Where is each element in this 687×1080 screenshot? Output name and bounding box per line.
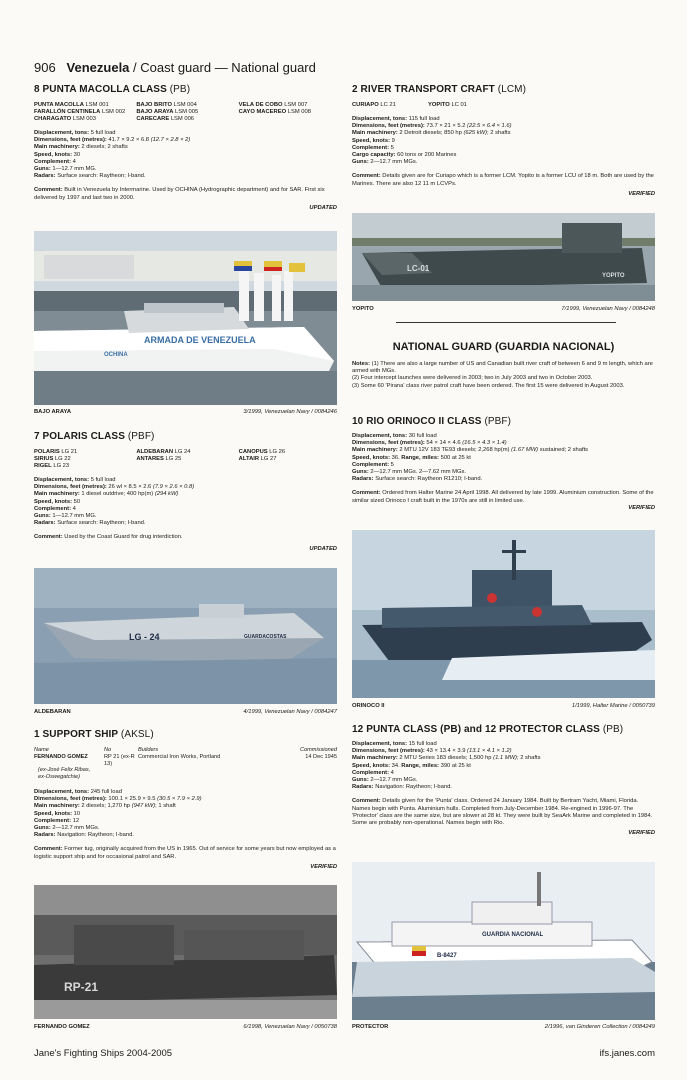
- hull-number: LG - 24: [129, 632, 160, 642]
- entry-title: 2 RIVER TRANSPORT CRAFT (LCM): [352, 84, 527, 95]
- photo-fernando-gomez: [34, 885, 337, 1019]
- ship-name: [239, 463, 337, 470]
- spec-line: Radars: Navigation: Raytheon; I-band.: [352, 784, 452, 791]
- spec-line: Displacement, tons: 115 full load: [352, 116, 440, 122]
- spec-line: Dimensions, feet (metres): 100.1 × 25.9 × 9.5 (30.5 × 7.9 × 2.9): [34, 796, 202, 803]
- boat-photo: [352, 862, 655, 1020]
- spec-line: Displacement, tons: 5 full load: [34, 477, 116, 483]
- ship-table: Name No Builders Commissioned FERNANDO GOMEZ RP 21 (ex-R 13) Commercial Iron Works, Portland 14 Dec 1945 (ex-José Felix Ribas, ex-Oswegatchie): [34, 747, 337, 781]
- spec-line: Complement: 4: [34, 158, 76, 165]
- ship-name: CHARAGATO LSM 003: [34, 116, 96, 122]
- spec-line: Dimensions, feet (metres): 43 × 13.4 × 3.9 (13.1 × 4.1 × 1.2): [352, 748, 512, 755]
- ship-name: PUNTA MACOLLA LSM 001: [34, 102, 109, 108]
- entry-title: 7 POLARIS CLASS (PBF): [34, 431, 155, 442]
- ship-name: CURIAPO LC 21: [352, 102, 396, 108]
- ship-name: ALDEBARAN LG 24: [136, 449, 191, 455]
- spec-block: [352, 741, 655, 791]
- section-notes: Notes: (1) There are also a large number of US and Canadian built river craft of between 6 and 9 m length, which are armed with MGs. (2) Four intercept launches were delivered in 2003; two in July 2003 and two in October 2003. (3) Some 60 'Pirana' class river patrol craft have been ordered. The first 15 were delivered in August 2003.: [352, 361, 653, 389]
- spec-block: [34, 130, 337, 180]
- ship-name: BAJO BRITO LSM 004: [136, 102, 197, 108]
- comment: Comment: Former tug, originally acquired from the US in 1965. Out of service for some years but now employed as a logistic support ship and for occasional patrol and SAR.: [34, 846, 336, 860]
- boat-photo: [352, 530, 655, 698]
- spec-line: Radars: Surface search: Raytheon R1210; I-band.: [352, 476, 483, 483]
- spec-line: Displacement, tons: 5 full load: [34, 130, 116, 136]
- entry-title: 1 SUPPORT SHIP (AKSL): [34, 729, 154, 740]
- ship-name: POLARIS LG 21: [34, 449, 78, 455]
- ship-name: CANOPUS LG 26: [238, 449, 286, 455]
- hull-name: GUARDIA NACIONAL: [482, 932, 544, 938]
- page-number: 906: [34, 60, 56, 75]
- spec-line: Complement: 4: [352, 769, 394, 776]
- spec-block: [34, 477, 337, 527]
- comment: Comment: Details given are for Curiapo which is a former LCM. Yopito is a former LCU of 18 m. Both are used by the Marines. There are also 12 11 m LCVPs.: [352, 173, 654, 187]
- boat-photo: [34, 231, 337, 405]
- hull-name: GUARDACOSTAS: [244, 634, 287, 640]
- spec-line: Complement: 4: [34, 505, 76, 512]
- ship-list: [34, 449, 337, 470]
- spec-line: Main machinery: 2 MTU Series 183 diesels; 1,500 hp (1.1 MW); 2 shafts: [352, 755, 541, 762]
- spec-line: Guns: 1—12.7 mm MG.: [34, 513, 97, 520]
- hull-number: RP-21: [64, 980, 99, 994]
- ship-name: [239, 116, 337, 123]
- spec-line: Displacement, tons: 15 full load: [352, 741, 437, 747]
- spec-line: Main machinery: 2 diesels; 2 shafts: [34, 144, 128, 151]
- country-name: Venezuela: [66, 60, 130, 75]
- spec-line: Complement: 5: [352, 461, 394, 468]
- spec-line: Speed, knots: 34. Range, miles: 390 at 25 kt: [352, 762, 471, 769]
- polaris-entry: [34, 431, 337, 552]
- ship-name: BAJO ARAYA LSM 005: [136, 109, 199, 115]
- hull-logo-text: OCHINA: [104, 352, 128, 358]
- spec-line: Dimensions, feet (metres): 54 × 14 × 4.6 (16.5 × 4.3 × 1.4): [352, 440, 507, 447]
- ship-list: [352, 102, 655, 109]
- hull-name: YOPITO: [602, 273, 625, 279]
- spec-line: Cargo capacity: 60 tons or 200 Marines: [352, 152, 457, 159]
- hull-number: LC-01: [407, 264, 430, 273]
- spec-line: Displacement, tons: 245 full load: [34, 788, 122, 795]
- river-transport-entry: [352, 84, 655, 197]
- punta-protector-entry: [352, 724, 655, 836]
- spec-block: [34, 789, 337, 839]
- comment: Comment: Ordered from Halter Marine 24 April 1998. All delivered by late 1999. Aluminium construction. Some of the similar sized Orinoco I craft built in the 1970s are still in limited use.: [352, 490, 654, 504]
- photo-caption: FERNANDO GOMEZ 6/1998, Venezuelan Navy / 0050738: [34, 1024, 337, 1030]
- support-ship-entry: [34, 729, 337, 870]
- spec-line: Main machinery: 2 MTU 12V 183 TE93 diesels; 2,268 hp(m) (1.67 MW) sustained; 2 shafts: [352, 447, 589, 454]
- boat-photo: [352, 213, 655, 301]
- comment: Comment: Built in Venezuela by Intermarine. Used by OCHINA (Hydrographic department) and for SAR. First six delivered by 1997 and last two in 2000.: [34, 187, 325, 201]
- ship-name: CAYO MACEREO LSM 008: [238, 109, 311, 115]
- status-tag: VERIFIED: [628, 190, 655, 197]
- status-tag: UPDATED: [309, 545, 337, 552]
- spec-line: Speed, knots: 36. Range, miles: 500 at 25 kt: [352, 454, 471, 461]
- comment: Comment: Details given for the 'Punta' class. Ordered 24 January 1984. Built by Bertram Yacht, Miami, Florida. Names begin with Punta. Aluminium hulls. Completed from July-December 1984. Re-engined in 1996-97. The 'Protector' class are the same size, but are slower at 28 kt. They were built by SeaArk Marine and completed in 1984. Some are probably non-operational. Names begin with Rio.: [352, 798, 653, 827]
- hull-lettering: ARMADA DE VENEZUELA: [144, 335, 256, 345]
- photo-orinoco-ii: [352, 530, 655, 698]
- spec-block: [352, 116, 655, 166]
- spec-line: Guns: 2—12.7 mm MGs.: [352, 777, 418, 784]
- ship-name: [136, 463, 234, 470]
- spec-line: Main machinery: 1 diesel outdrive; 400 hp(m) (294 kW): [34, 491, 179, 498]
- spec-line: Dimensions, feet (metres): 26 wl × 8.5 × 2.6 (7.9 × 2.6 × 0.8): [34, 484, 195, 491]
- spec-line: Radars: Surface search: Raytheon; I-band.: [34, 173, 146, 180]
- footer-url[interactable]: ifs.janes.com: [599, 1048, 655, 1059]
- photo-caption: YOPITO 7/1999, Venezuelan Navy / 0084248: [352, 306, 655, 312]
- ship-list: [34, 102, 337, 123]
- photo-caption: ORINOCO II 1/1999, Halter Marine / 0050739: [352, 703, 655, 709]
- status-tag: VERIFIED: [628, 504, 655, 511]
- punta-macolla-entry: [34, 84, 337, 211]
- spec-block: [352, 433, 655, 483]
- spec-line: Radars: Surface search: Raytheon; I-band.: [34, 520, 146, 527]
- boat-photo: [34, 885, 337, 1019]
- spec-line: Dimensions, feet (metres): 73.7 × 21 × 5.2 (22.5 × 6.4 × 1.6): [352, 123, 512, 130]
- boat-photo: [34, 568, 337, 704]
- entry-title: 8 PUNTA MACOLLA CLASS (PB): [34, 84, 191, 95]
- spec-line: Speed, knots: 9: [352, 137, 395, 144]
- photo-caption: ALDEBARAN 4/1999, Venezuelan Navy / 0084247: [34, 709, 337, 715]
- page-header: [34, 60, 316, 75]
- status-tag: UPDATED: [309, 204, 337, 211]
- section-title: NATIONAL GUARD (GUARDIA NACIONAL): [392, 341, 615, 353]
- spec-line: Displacement, tons: 30 full load: [352, 433, 437, 439]
- spec-line: Complement: 12: [34, 817, 80, 824]
- section-name: / Coast guard — National guard: [129, 60, 316, 75]
- ship-name: ANTARES LG 25: [136, 456, 182, 462]
- hull-number: B-8427: [437, 953, 457, 959]
- spec-line: Guns: 2—12.7 mm MGs.: [34, 825, 100, 831]
- footer-title: Jane's Fighting Ships 2004-2005: [34, 1048, 173, 1059]
- spec-line: Complement: 5: [352, 144, 394, 151]
- entry-title: 10 RIO ORINOCO II CLASS (PBF): [352, 416, 512, 427]
- photo-caption: BAJO ARAYA 3/1999, Venezuelan Navy / 0084246: [34, 409, 337, 415]
- spec-line: Speed, knots: 50: [34, 498, 81, 505]
- spec-line: Guns: 1—12.7 mm MG.: [34, 166, 97, 173]
- rio-orinoco-entry: [352, 416, 655, 511]
- photo-yopito: [352, 213, 655, 301]
- spec-line: Main machinery: 2 Detroit diesels; 850 hp (625 kW); 2 shafts: [352, 130, 511, 137]
- spec-line: Radars: Navigation: Raytheon; I-band.: [34, 832, 134, 839]
- ship-name: SIRIUS LG 22: [34, 456, 71, 462]
- section-divider: [396, 322, 616, 323]
- photo-protector: [352, 862, 655, 1020]
- status-tag: VERIFIED: [628, 830, 655, 837]
- entry-title: 12 PUNTA CLASS (PB) and 12 PROTECTOR CLASS (PB): [352, 724, 624, 735]
- ship-name: ALTAIR LG 27: [238, 456, 277, 462]
- status-tag: VERIFIED: [310, 863, 337, 870]
- spec-line: Speed, knots: 30: [34, 151, 81, 158]
- spec-line: Speed, knots: 10: [34, 810, 81, 817]
- ship-name: YOPITO LC 01: [428, 102, 467, 108]
- photo-caption: PROTECTOR 2/1996, van Ginderen Collection / 0084249: [352, 1024, 655, 1030]
- photo-bajo-araya: [34, 231, 337, 405]
- spec-line: Dimensions, feet (metres): 41.7 × 9.2 × 6.8 (12.7 × 2.8 × 2): [34, 137, 191, 144]
- spec-line: Guns: 2—12.7 mm MGs.: [352, 159, 418, 166]
- spec-line: Guns: 2—12.7 mm MGs. 2—7.62 mm MGs.: [352, 469, 467, 476]
- photo-aldebaran: [34, 568, 337, 704]
- spec-line: Main machinery: 2 diesels; 1,270 hp (947 kW); 1 shaft: [34, 803, 176, 810]
- ship-name: CARECARE LSM 006: [136, 116, 195, 122]
- ship-name: VELA DE COBO LSM 007: [238, 102, 308, 108]
- comment: Comment: Used by the Coast Guard for drug interdiction.: [34, 534, 183, 541]
- ship-name: FARALLÓN CENTINELA LSM 002: [34, 109, 126, 115]
- ship-name: RIGEL LG 23: [34, 463, 70, 469]
